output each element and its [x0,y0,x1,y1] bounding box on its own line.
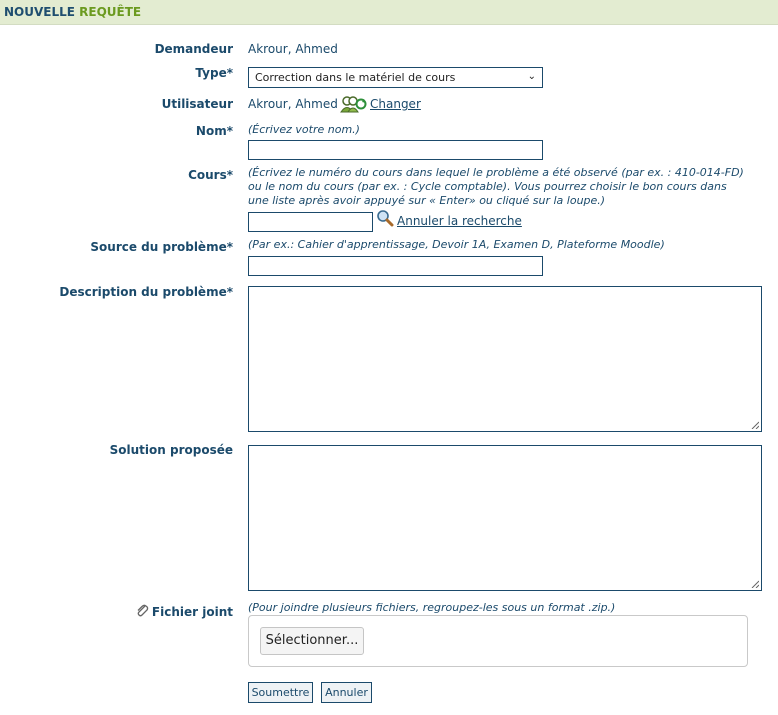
description-textarea[interactable] [248,286,762,432]
file-upload-box [248,615,748,667]
source-input[interactable] [248,256,543,276]
submit-button[interactable]: Soumettre [248,682,313,703]
type-label: Type* [195,66,233,80]
demandeur-label: Demandeur [154,42,233,56]
utilisateur-label: Utilisateur [161,97,233,111]
page-title-part1: NOUVELLE [4,5,80,19]
demandeur-value: Akrour, Ahmed [248,42,338,56]
changer-link[interactable]: Changer [370,97,421,111]
cours-input[interactable] [248,212,373,232]
source-hint: (Par ex.: Cahier d'apprentissage, Devoir 1A, Examen D, Plateforme Moodle) [248,238,665,251]
fichier-label: Fichier joint [151,605,233,619]
magnifier-icon[interactable] [376,209,394,227]
select-file-button[interactable]: Sélectionner... [260,627,364,655]
page-header [0,0,778,25]
resize-grip-icon[interactable] [751,580,759,588]
source-label: Source du problème* [90,240,233,254]
users-change-icon[interactable] [340,95,368,113]
page-title-part2: REQUÊTE [79,5,142,19]
utilisateur-value: Akrour, Ahmed [248,97,338,111]
page-title [4,5,141,19]
cours-label: Cours* [188,168,233,182]
cours-hint: (Écrivez le numéro du cours dans lequel le problème a été observé (par ex. : 410-014-FD) ou le nom du cours (par ex. : Cycle comptable). Vous pourrez choisir le bon cours dans une liste après avoir appuyé sur « Enter» ou cliqué sur la loupe.) [248,166,744,207]
type-select[interactable] [248,67,543,88]
chevron-down-icon: ⌄ [527,71,536,82]
nom-hint: (Écrivez votre nom.) [248,123,360,136]
solution-label: Solution proposée [109,443,233,457]
resize-grip-icon[interactable] [751,421,759,429]
type-selected-value: Correction dans le matériel de cours [255,71,456,84]
annuler-recherche-link[interactable]: Annuler la recherche [397,214,522,228]
cancel-button[interactable]: Annuler [321,682,372,703]
nom-label: Nom* [195,124,233,138]
nom-input[interactable] [248,140,543,160]
paperclip-icon [135,602,149,616]
solution-textarea[interactable] [248,445,762,591]
description-label: Description du problème* [59,285,233,299]
fichier-hint: (Pour joindre plusieurs fichiers, regroupez-les sous un format .zip.) [248,601,616,614]
